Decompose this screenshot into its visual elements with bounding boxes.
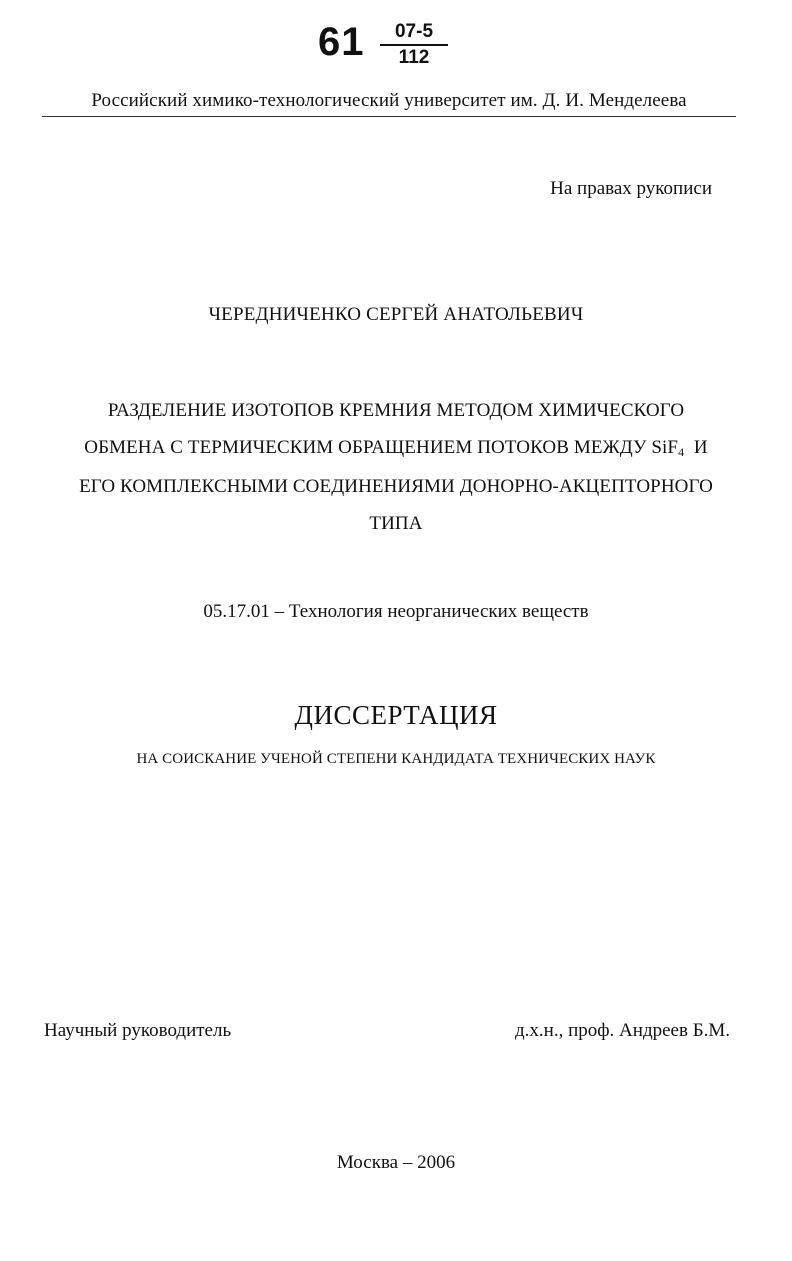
title-line-2-tail: И [684,437,708,458]
degree-statement: НА СОИСКАНИЕ УЧЕНОЙ СТЕПЕНИ КАНДИДАТА ТЕХНИЧЕСКИХ НАУК [136,751,656,767]
header-divider [42,116,736,117]
catalog-stamp-numerator: 07-5 [394,21,434,42]
supervisor-label: Научный руководитель [44,1020,232,1041]
catalog-stamp-fraction-bar [380,44,448,46]
title-line-4: ТИПА [369,513,423,534]
title-line-2 [40,429,752,468]
dissertation-title [40,392,752,542]
specialty-code: 05.17.01 – Технология неорганических веществ [203,601,589,622]
supervisor-name: д.х.н., проф. Андреев Б.М. [514,1020,730,1041]
title-line-3: ЕГО КОМПЛЕКСНЫМИ СОЕДИНЕНИЯМИ ДОНОРНО-АКЦЕПТОРНОГО [79,476,713,497]
city-year: Москва – 2006 [336,1152,456,1173]
manuscript-note: На правах рукописи [550,178,712,199]
catalog-stamp-fraction [384,22,444,68]
university-name: Российский химико-технологический университет им. Д. И. Менделеева [91,90,687,111]
title-line-2-subscript: 4 [678,445,685,459]
catalog-stamp-denominator: 112 [398,47,430,68]
catalog-stamp-main: 61 [318,20,365,64]
document-type: ДИССЕРТАЦИЯ [294,700,498,730]
title-line-1: РАЗДЕЛЕНИЕ ИЗОТОПОВ КРЕМНИЯ МЕТОДОМ ХИМИЧЕСКОГО [107,400,685,421]
title-line-2-text: ОБМЕНА С ТЕРМИЧЕСКИМ ОБРАЩЕНИЕМ ПОТОКОВ МЕЖДУ SiF [84,437,679,458]
author-name: ЧЕРЕДНИЧЕНКО СЕРГЕЙ АНАТОЛЬЕВИЧ [208,304,584,325]
catalog-stamp [318,20,458,80]
